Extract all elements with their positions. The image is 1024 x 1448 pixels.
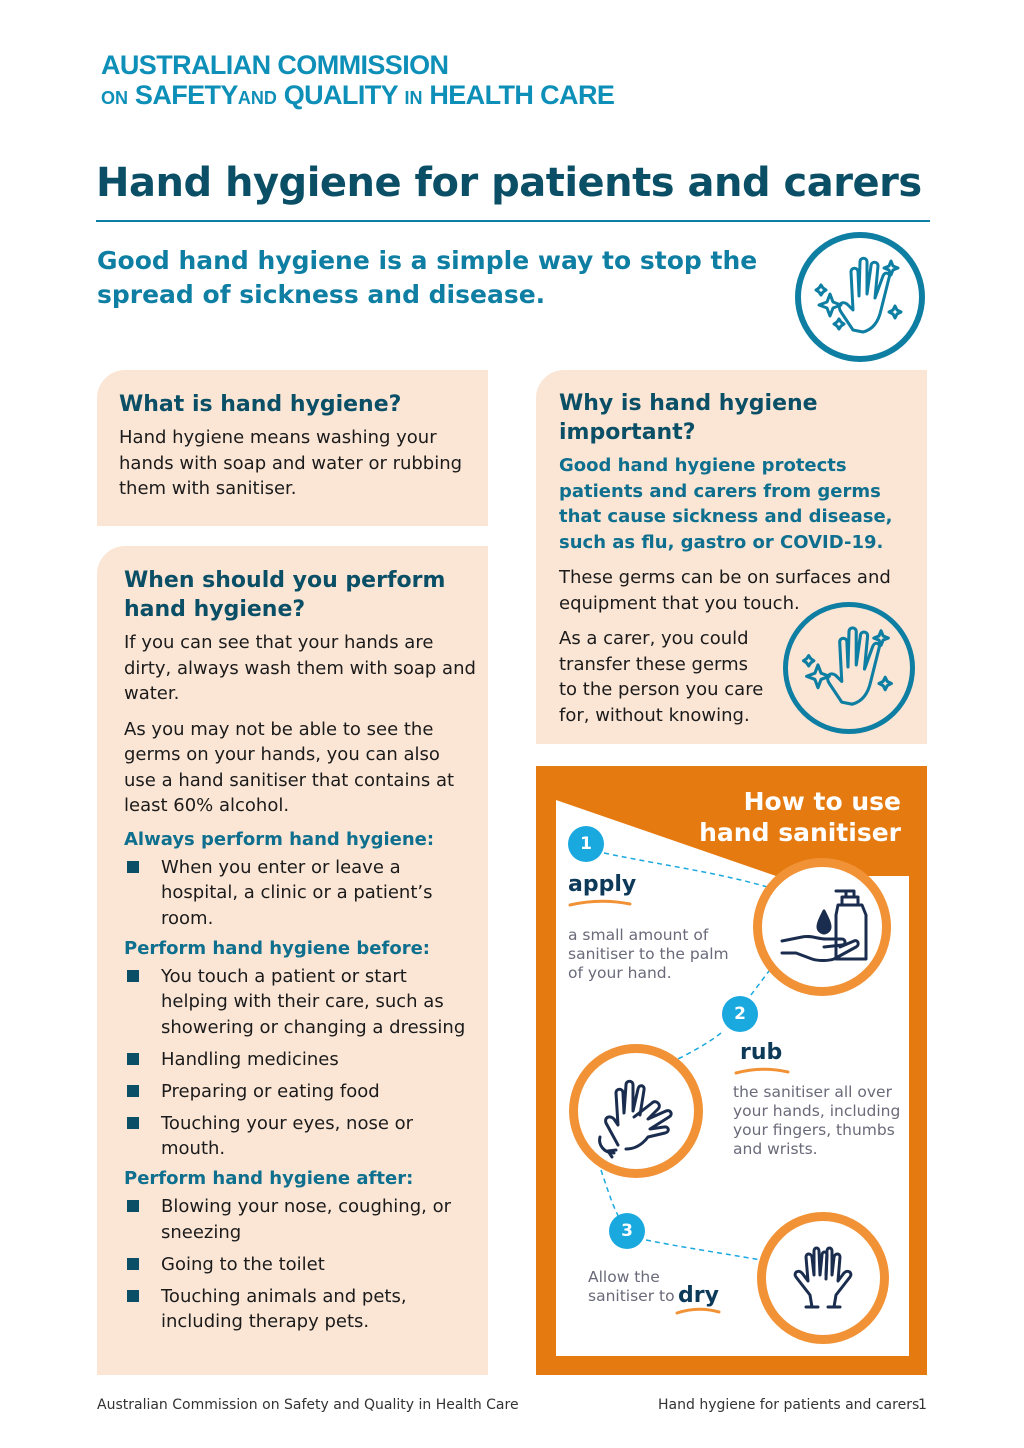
step-3-text: Allow the sanitiser to <box>588 1268 675 1305</box>
underline-swoosh <box>568 899 632 907</box>
footer-organisation: Australian Commission on Safety and Quality in Health Care <box>97 1397 519 1413</box>
step-2-badge: 2 <box>722 996 758 1032</box>
when-panel <box>97 546 488 1375</box>
hand-sparkle-icon <box>795 232 925 362</box>
when-paragraph-2: As you may not be able to see the germs on your hands, you can also use a hand sanitiser that contains at least 60% alcohol. <box>124 718 455 816</box>
step-1-verb: apply <box>568 872 637 897</box>
sanitiser-title-line-1: How to use <box>743 787 901 816</box>
always-list <box>124 855 476 932</box>
when-paragraph-1: If you can see that your hands are dirty, always wash them with soap and water. <box>124 632 476 704</box>
rubbing-hands-icon <box>569 1044 703 1178</box>
footer-document-title: Hand hygiene for patients and carers <box>658 1397 920 1413</box>
why-paragraph-2: As a carer, you could transfer these germs to the person you care for, without knowing. <box>559 628 764 726</box>
list-item: Touching animals and pets, including therapy pets. <box>124 1284 476 1335</box>
logo-word-in: IN <box>404 88 423 108</box>
always-heading: Always perform hand hygiene: <box>124 828 435 850</box>
page-number: 1 <box>918 1397 927 1413</box>
sanitiser-title <box>699 786 901 848</box>
list-item: Touching your eyes, nose or mouth. <box>124 1111 476 1162</box>
logo-word-safety: SAFETY <box>134 80 238 110</box>
step-3-badge: 3 <box>609 1213 645 1249</box>
when-heading: When should you perform hand hygiene? <box>124 568 446 622</box>
open-hands-icon <box>757 1212 889 1344</box>
intro-statement: Good hand hygiene is a simple way to stop the spread of sickness and disease. <box>97 246 758 309</box>
underline-swoosh <box>675 1307 721 1315</box>
list-item: Preparing or eating food <box>124 1079 476 1105</box>
title-divider <box>96 220 930 222</box>
what-heading: What is hand hygiene? <box>119 392 402 417</box>
step-1-badge: 1 <box>568 826 604 862</box>
list-item: Blowing your nose, coughing, or sneezing <box>124 1194 476 1245</box>
hand-sparkle-icon <box>783 602 915 734</box>
list-item: Handling medicines <box>124 1047 476 1073</box>
after-list <box>124 1194 476 1335</box>
logo-word-health-care: HEALTH CARE <box>429 80 615 110</box>
list-item: You touch a patient or start helping with their care, such as showering or changing a dressing <box>124 964 476 1041</box>
logo-line-1: AUSTRALIAN COMMISSION <box>101 50 449 80</box>
why-paragraph-1: These germs can be on surfaces and equipment that you touch. <box>559 567 891 614</box>
logo-word-quality: QUALITY <box>283 80 398 110</box>
step-1-text: a small amount of sanitiser to the palm of your hand. <box>568 926 729 982</box>
step-3-verb: dry <box>678 1283 719 1308</box>
why-panel <box>536 370 927 744</box>
what-text: Hand hygiene means washing your hands with soap and water or rubbing them with sanitiser. <box>119 427 463 499</box>
what-panel <box>97 370 488 526</box>
sanitiser-pump-icon <box>753 858 891 996</box>
logo-line-2 <box>101 80 614 113</box>
list-item: When you enter or leave a hospital, a clinic or a patient’s room. <box>124 855 476 932</box>
after-heading: Perform hand hygiene after: <box>124 1168 414 1189</box>
before-heading: Perform hand hygiene before: <box>124 937 430 959</box>
step-2-verb: rub <box>740 1040 783 1065</box>
logo-word-and: AND <box>237 88 277 108</box>
before-list <box>124 964 476 1162</box>
step-2-text: the sanitiser all over your hands, including your fingers, thumbs and wrists. <box>733 1083 901 1158</box>
page-title: Hand hygiene for patients and carers <box>96 160 922 206</box>
list-item: Going to the toilet <box>124 1252 476 1278</box>
logo-word-on: ON <box>101 88 128 108</box>
sanitiser-title-line-2: hand sanitiser <box>699 818 901 847</box>
organisation-logo <box>101 50 614 113</box>
underline-swoosh <box>734 1067 790 1075</box>
why-heading: Why is hand hygiene important? <box>559 391 818 445</box>
why-highlight: Good hand hygiene protects patients and carers from germs that cause sickness and disease, such as flu, gastro or COVID-19. <box>559 455 893 553</box>
